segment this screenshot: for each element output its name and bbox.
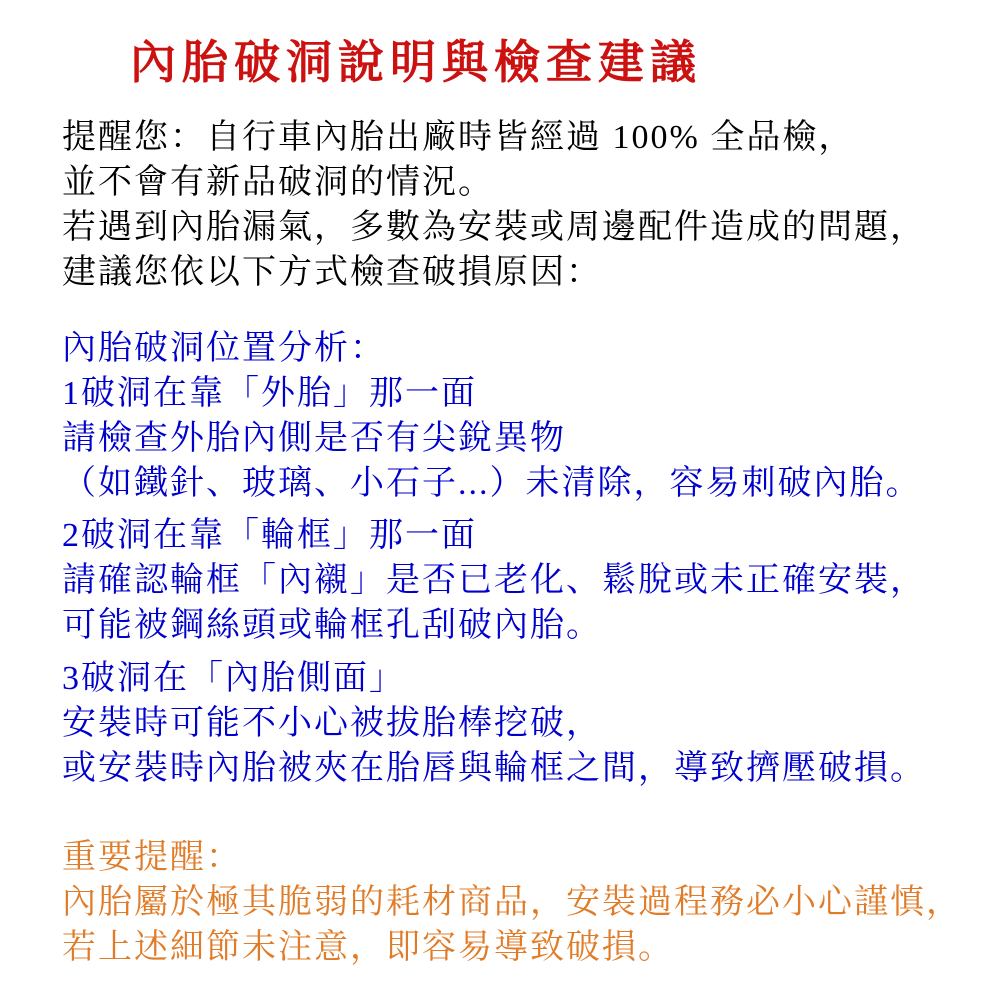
analysis-item-2-line-1: 2破洞在靠「輪框」那一面 [62,517,477,554]
intro-line-3: 若遇到內胎漏氣，多數為安裝或周邊配件造成的問題， [62,209,926,246]
analysis-item-1-line-2: 請檢查外胎內側是否有尖銳異物 [62,420,566,457]
analysis-heading: 內胎破洞位置分析： [62,330,386,367]
analysis-item-outer-tire [62,371,1000,506]
intro-line-2: 並不會有新品破洞的情況。 [62,164,494,201]
intro-line-1: 提醒您：自行車內胎出廠時皆經過 100% 全品檢， [62,119,855,156]
analysis-item-3-line-2: 安裝時可能不小心被拔胎棒挖破， [62,705,602,742]
intro-line-4: 建議您依以下方式檢查破損原因： [62,254,602,291]
analysis-item-rim [62,513,1000,648]
warning-line-1: 內胎屬於極其脆弱的耗材商品，安裝過程務必小心謹慎， [62,884,962,921]
analysis-item-2-line-3: 可能被鋼絲頭或輪框孔刮破內胎。 [62,607,602,644]
intro-paragraph [62,115,1000,295]
warning-line-2: 若上述細節未注意，即容易導致破損。 [62,929,674,966]
analysis-item-tube-side [62,656,1000,791]
analysis-item-3-line-3: 或安裝時內胎被夾在胎唇與輪框之間，導致擠壓破損。 [62,750,926,787]
analysis-item-3-line-1: 3破洞在「內胎側面」 [62,660,405,697]
analysis-item-2-line-2: 請確認輪框「內襯」是否已老化、鬆脫或未正確安裝， [62,562,926,599]
analysis-section [62,326,1000,791]
warning-section [62,835,1000,970]
page-title: 內胎破洞說明與檢查建議 [130,37,702,88]
warning-heading: 重要提醒： [62,839,242,876]
analysis-item-1-line-1: 1破洞在靠「外胎」那一面 [62,375,477,412]
analysis-item-1-line-3: （如鐵針、玻璃、小石子...）未清除，容易刺破內胎。 [62,465,922,502]
